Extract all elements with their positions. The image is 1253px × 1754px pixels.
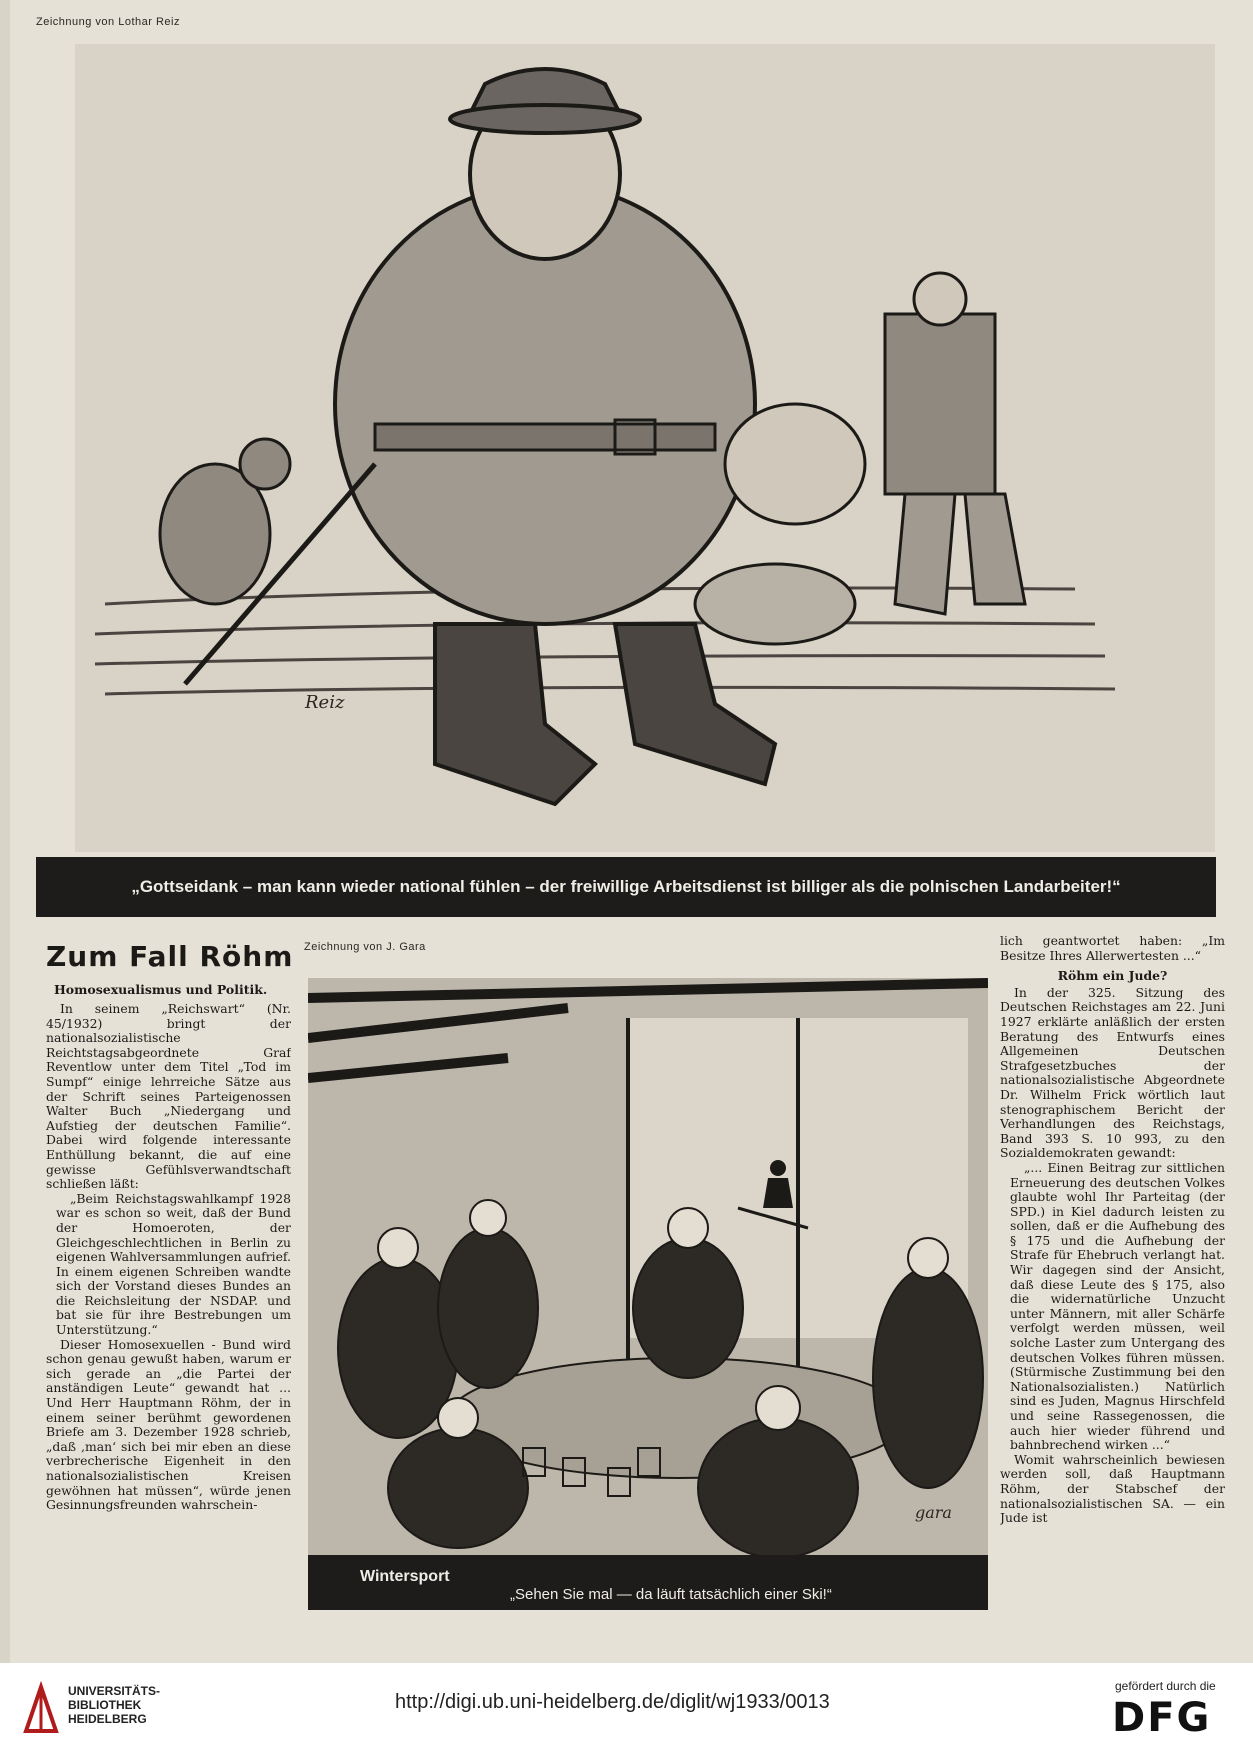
article-section-head: Röhm ein Jude?	[1057, 968, 1168, 984]
top-cartoon-signature: Reiz	[305, 692, 345, 713]
bottom-cartoon-signature: gara	[915, 1503, 952, 1522]
top-cartoon-illustration	[75, 44, 1215, 852]
bottom-cartoon-drawing	[308, 978, 988, 1560]
article-quote: „Beim Reichstagswahlkampf 1928 war es schon so weit, daß der Bund der Homoeroten, der Gleichgeschlechtlichen in Berlin zu eigenen Wahlversammlungen aufrief. In einem eigenen Schreiben wandte sich der Vorstand dieses Bundes an die Reichsleitung der NSDAP. und bat sie für ihre Bestrebungen um Unterstützung.“	[56, 1190, 291, 1338]
page-url-link[interactable]: http://digi.ub.uni-heidelberg.de/diglit/wj1933/0013	[395, 1691, 830, 1713]
bottom-cartoon-credit: Zeichnung von J. Gara	[304, 941, 426, 953]
top-cartoon-drawing	[75, 44, 1215, 852]
article-quote: „... Einen Beitrag zur sittlichen Erneuerung des deutschen Volkes glaubte wohl Ihr Parteitag (der SPD.) in Kiel dadurch leisten zu sollen, daß er die Aufhebung des § 175 und die Aufhebung der Strafe für Ehebruch verlangt hat. Wir dagegen sind der Ansicht, daß diese Leute des § 175, also die widernatürliche Unzucht unter Männern, mit aller Schärfe verfolgt werden müssen, weil solche Laster zum Untergang des deutschen Volkes führen müssen. (Stürmische Zustimmung bei den Nationalsozialisten.) Natürlich sind es Juden, Magnus Hirschfeld und seine Rassegenossen, die auch hier wieder führend und bahnbrechend wirken ...“	[1010, 1159, 1225, 1453]
article-subhead: Homosexualismus und Politik.	[54, 982, 268, 997]
article-column-1	[46, 1002, 291, 1638]
dfg-logo: DFG	[1112, 1695, 1212, 1741]
bottom-cartoon-caption: „Sehen Sie mal — da läuft tatsächlich einer Ski!“	[510, 1586, 832, 1603]
library-name: UNIVERSITÄTS- BIBLIOTHEK HEIDELBERG	[68, 1684, 161, 1726]
article-paragraph: Dieser Homosexuellen - Bund wird schon genau gewußt haben, warum er sich gerade an „die Partei der anständigen Leute“ gewandt hat ... Und Herr Hauptmann Röhm, der in einem seiner berühmt gewordenen Briefe am 3. Dezember 1928 schrieb, „daß ‚man‘ sich bei mir eben an diese verbrecherische Eigenheit in den nationalsozialistischen Kreisen gewöhnen hat müssen“, würde jenen Gesinnungsfreunden wahrschein-	[46, 1336, 291, 1513]
article-column-3	[1000, 934, 1225, 1628]
article-headline: Zum Fall Röhm	[46, 940, 294, 973]
library-footer	[0, 1663, 1253, 1754]
article-paragraph: In der 325. Sitzung des Deutschen Reichstages am 22. Juni 1927 erklärte anläßlich der ersten Beratung des Entwurfs eines Allgemeinen Deutschen Strafgesetzbuches der nationalsozialistische Abgeordnete Dr. Wilhelm Frick wörtlich laut stenographischem Bericht der Verhandlungen des Reichstags, Band 393 S. 10 993, zu den Sozialdemokraten gewandt:	[1000, 984, 1225, 1161]
library-logo-icon	[22, 1681, 60, 1735]
funded-by-text: gefördert durch die	[1115, 1679, 1216, 1693]
magazine-page	[10, 0, 1253, 1663]
top-cartoon-caption: „Gottseidank – man kann wieder national fühlen – der freiwillige Arbeitsdienst ist billiger als die polnischen Landarbeiter!“	[36, 857, 1216, 917]
article-paragraph: lich geantwortet haben: „Im Besitze Ihres Allerwertesten ...“	[1000, 934, 1225, 963]
article-paragraph: In seinem „Reichswart“ (Nr. 45/1932) bringt der nationalsozialistische Reichtstagsabgeordnete Graf Reventlow unter dem Titel „Tod im Sumpf“ einige lehrreiche Sätze aus der Schrift seines Parteigenossen Walter Buch „Niedergang und Aufstieg der deutschen Familie“. Dabei wird folgende interessante Enthüllung bekannt, die auf eine gewisse Gefühlsverwandtschaft schließen läßt:	[46, 1002, 291, 1192]
bottom-cartoon-title: Wintersport	[360, 1568, 450, 1585]
article-paragraph: Womit wahrscheinlich bewiesen werden soll, daß Hauptmann Röhm, der Stabschef der nationalsozialistischen SA. — ein Jude ist	[1000, 1451, 1225, 1526]
top-cartoon-credit: Zeichnung von Lothar Reiz	[36, 16, 180, 28]
bottom-cartoon-illustration	[308, 978, 988, 1560]
